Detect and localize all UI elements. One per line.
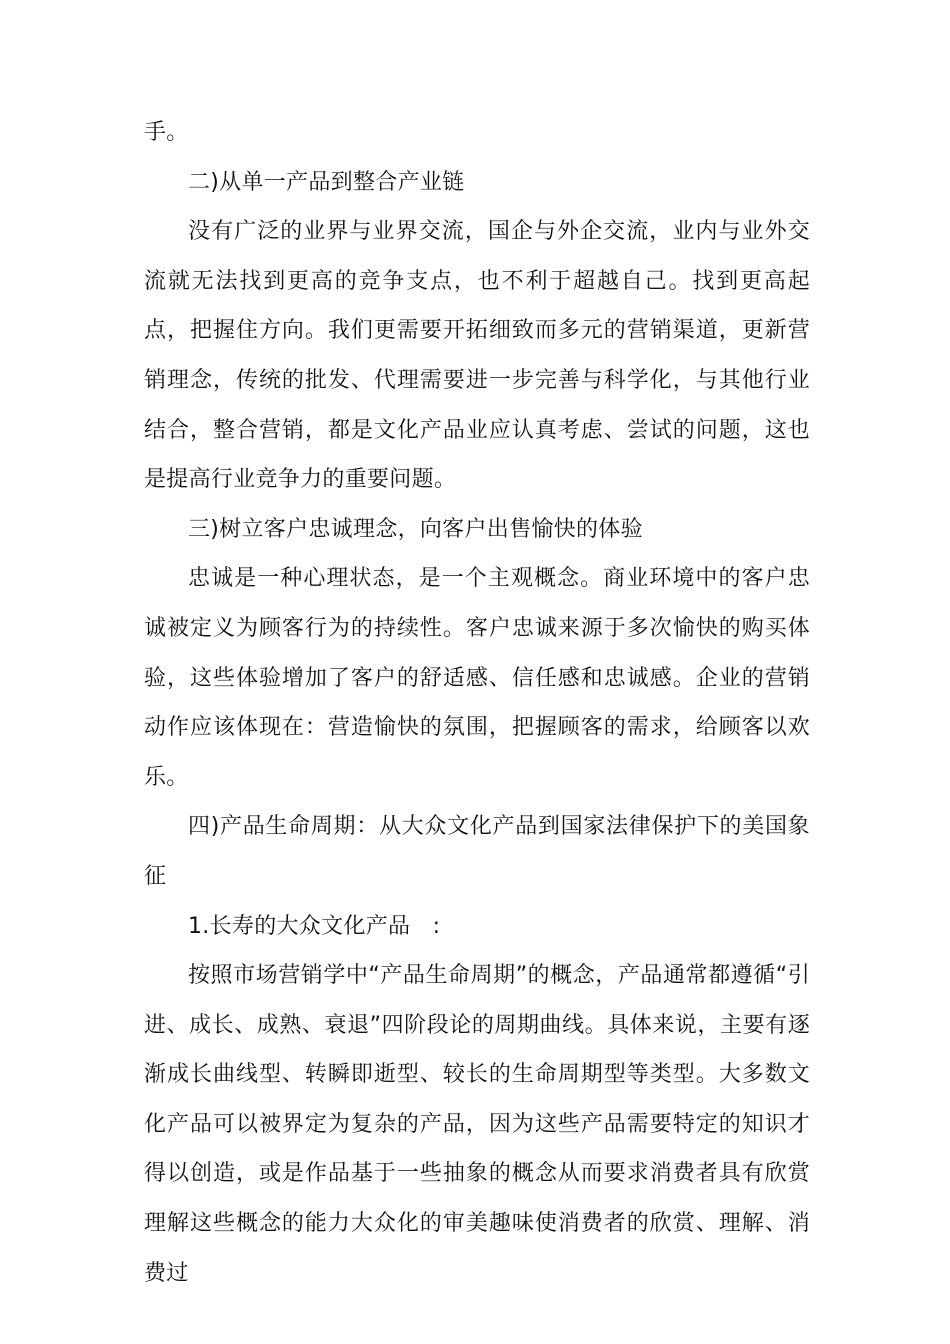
section-heading-2: 二)从单一产品到整合产业链: [188, 169, 465, 195]
paragraph-product-life-cycle: 按照市场营销学中“产品生命周期”的概念，产品通常都遵循“引进、成长、成熟、衰退”四阶段论的周期曲线。具体来说，主要有逐渐成长曲线型、转瞬即逝型、较长的生命周期型等类型。大多数文化产品可以被界定为复杂的产品，因为这些产品需要特定的知识才得以创造，或是作品基于一些抽象的概念从而要求消费者具有欣赏理解这些概念的能力大众化的审美趣味使消费者的欣赏、理解、消费过: [144, 963, 810, 1286]
paragraph-customer-loyalty: 忠诚是一种心理状态，是一个主观概念。商业环境中的客户忠诚被定义为顾客行为的持续性。客户忠诚来源于多次愉快的购买体验，这些体验增加了客户的舒适感、信任感和忠诚感。企业的营销动作应该体现在：营造愉快的氛围，把握顾客的需求，给顾客以欢乐。: [144, 566, 810, 790]
paragraph-industry-chain: 没有广泛的业界与业界交流，国企与外企交流，业内与业外交流就无法找到更高的竞争支点，也不利于超越自己。找到更高起点，把握住方向。我们更需要开拓细致而多元的营销渠道，更新营销理念，传统的批发、代理需要进一步完善与科学化，与其他行业结合，整合营销，都是文化产品业应认真考虑、尝试的问题，这也是提高行业竞争力的重要问题。: [144, 219, 810, 493]
subsection-heading-1: 1.长寿的大众文化产品 :: [188, 913, 441, 939]
paragraph-continuation: 手。: [144, 120, 189, 145]
document-body: [144, 108, 810, 1298]
section-heading-3: 三)树立客户忠诚理念，向客户出售愉快的体验: [188, 516, 643, 542]
section-heading-4: 四)产品生命周期：从大众文化产品到国家法律保护下的美国象征: [144, 814, 810, 889]
